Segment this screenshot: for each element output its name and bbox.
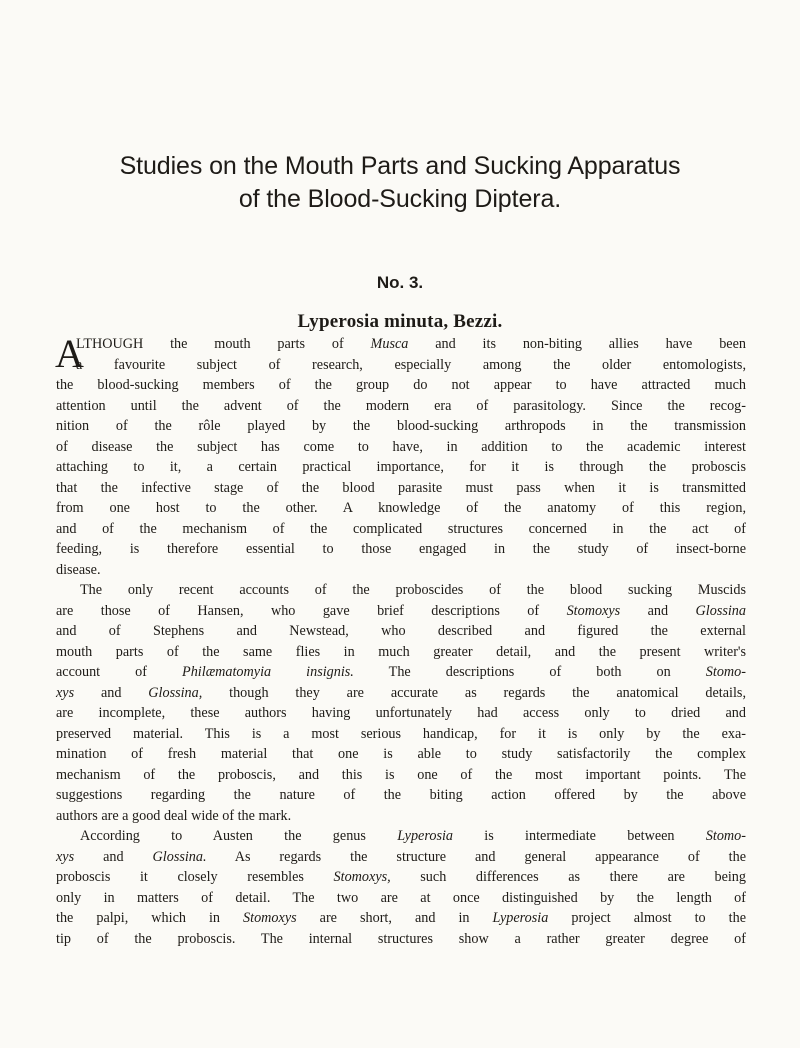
italic-term: Stomo- bbox=[705, 828, 746, 844]
text-line bbox=[56, 703, 746, 724]
text-line bbox=[56, 539, 746, 560]
text-run: project almost to the bbox=[548, 910, 746, 926]
text-run: nition of the rôle played by the blood-sucking arthropods in the transmission bbox=[56, 418, 746, 434]
text-line bbox=[56, 457, 746, 478]
text-run: The descriptions of both on bbox=[353, 664, 706, 680]
italic-term: Philæmatomyia insignis. bbox=[182, 664, 354, 680]
text-line bbox=[56, 683, 746, 704]
text-run: and bbox=[74, 848, 153, 865]
text-run: suggestions regarding the nature of the biting action offered by the above bbox=[56, 787, 746, 803]
text-run: the blood-sucking members of the group do not appear to have attracted much bbox=[56, 377, 746, 393]
italic-term: Stomoxys, bbox=[333, 869, 391, 885]
text-run: attention until the advent of the modern era of parasitology. Since the recog- bbox=[56, 397, 746, 414]
text-line bbox=[56, 642, 746, 663]
italic-term: Stomoxys bbox=[566, 602, 621, 619]
text-line bbox=[56, 724, 746, 745]
text-line bbox=[56, 416, 746, 437]
species-heading: Lyperosia minuta, Bezzi. bbox=[297, 311, 503, 332]
text-run: and its non-biting allies have been bbox=[408, 336, 746, 352]
text-run: LTHOUGH the mouth parts of bbox=[76, 336, 371, 352]
text-run: such differences as there are being bbox=[390, 869, 746, 885]
paper-number: No. 3. bbox=[376, 273, 424, 292]
text-line bbox=[56, 375, 746, 396]
text-run: that the infective stage of the blood parasite must pass when it is transmitted bbox=[56, 479, 746, 496]
text-run: As regards the structure and general appearance of the bbox=[206, 848, 746, 865]
italic-term: xys bbox=[56, 684, 75, 701]
text-run: disease. bbox=[56, 561, 101, 578]
text-line bbox=[56, 601, 746, 622]
text-run: only in matters of detail. The two are at once distinguished by the length of bbox=[56, 889, 746, 906]
text-run: a favourite subject of research, especially among the older entomologists, bbox=[76, 356, 746, 373]
text-line bbox=[56, 806, 746, 827]
italic-term: Musca bbox=[370, 336, 409, 352]
text-run: and of the mechanism of the complicated structures concerned in the act of bbox=[56, 520, 746, 537]
text-run: mechanism of the proboscis, and this is one of the most important points. The bbox=[56, 766, 746, 783]
text-run: from one host to the other. A knowledge of the anatomy of this region, bbox=[56, 500, 746, 516]
text-run: of disease the subject has come to have, in addition to the academic interest bbox=[56, 438, 746, 455]
text-run: mouth parts of the same flies in much greater detail, and the present writer's bbox=[56, 643, 746, 660]
text-run: account of bbox=[56, 664, 183, 680]
text-line bbox=[56, 580, 746, 601]
text-line bbox=[56, 560, 746, 581]
text-run: though they are accurate as regards the anatomical details, bbox=[202, 684, 746, 701]
text-run: and of Stephens and Newstead, who described and figured the external bbox=[56, 623, 746, 639]
text-run: feeding, is therefore essential to those engaged in the study of insect-borne bbox=[56, 541, 746, 557]
italic-term: xys bbox=[56, 848, 75, 865]
text-run: and bbox=[620, 602, 696, 619]
text-line bbox=[56, 847, 746, 868]
text-run: are short, and in bbox=[296, 910, 493, 926]
drop-cap: A bbox=[55, 331, 84, 376]
text-line bbox=[56, 519, 746, 540]
title-line-1: Studies on the Mouth Parts and Sucking Apparatus bbox=[119, 152, 681, 180]
text-line bbox=[56, 888, 746, 909]
text-run: authors are a good deal wide of the mark. bbox=[56, 807, 292, 824]
text-run: The only recent accounts of the proboscides of the blood sucking Muscids bbox=[80, 582, 746, 598]
text-run: are incomplete, these authors having unfortunately had access only to dried and bbox=[56, 705, 746, 721]
text-line bbox=[56, 908, 746, 929]
text-line bbox=[56, 498, 746, 519]
text-run: and bbox=[74, 684, 149, 701]
italic-term: Glossina bbox=[695, 602, 746, 619]
text-run: tip of the proboscis. The internal structures show a rather greater degree of bbox=[56, 930, 746, 947]
text-line bbox=[56, 334, 746, 355]
text-line bbox=[56, 765, 746, 786]
text-run: preserved material. This is a most serious handicap, for it is only by the exa- bbox=[56, 725, 746, 742]
text-run: According to Austen the genus bbox=[80, 828, 398, 844]
text-line bbox=[56, 355, 746, 376]
text-line bbox=[56, 396, 746, 417]
italic-term: Lyperosia bbox=[492, 910, 549, 926]
text-line bbox=[56, 621, 746, 642]
italic-term: Lyperosia bbox=[397, 828, 454, 844]
text-line bbox=[56, 826, 746, 847]
text-run: mination of fresh material that one is able to study satisfactorily the complex bbox=[56, 746, 746, 762]
text-run: attaching to it, a certain practical importance, for it is through the proboscis bbox=[56, 459, 746, 475]
text-line bbox=[56, 867, 746, 888]
italic-term: Glossina, bbox=[148, 684, 203, 701]
italic-term: Stomo- bbox=[705, 664, 746, 680]
text-line bbox=[56, 662, 746, 683]
text-run: are those of Hansen, who gave brief descriptions of bbox=[56, 602, 567, 619]
text-line bbox=[56, 437, 746, 458]
text-run: proboscis it closely resembles bbox=[56, 869, 334, 885]
text-line bbox=[56, 744, 746, 765]
title-line-2: of the Blood-Sucking Diptera. bbox=[238, 185, 562, 213]
text-line bbox=[56, 785, 746, 806]
italic-term: Glossina. bbox=[152, 848, 207, 865]
text-run: is intermediate between bbox=[453, 828, 706, 844]
text-line bbox=[56, 929, 746, 950]
text-run: the palpi, which in bbox=[56, 910, 244, 926]
text-line bbox=[56, 478, 746, 499]
article-title bbox=[90, 150, 710, 216]
italic-term: Stomoxys bbox=[243, 910, 297, 926]
